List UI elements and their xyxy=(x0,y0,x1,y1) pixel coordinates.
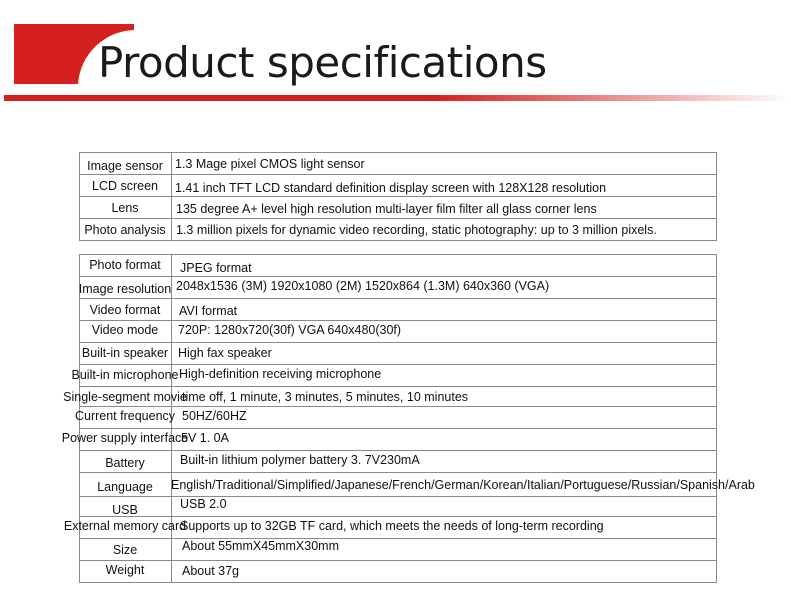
page-title: Product specifications xyxy=(98,38,547,87)
spec-label: Lens xyxy=(111,201,139,215)
spec-value: Built-in lithium polymer battery 3. 7V230mA xyxy=(180,453,420,467)
spec-value: English/Traditional/Simplified/Japanese/French/German/Korean/Italian/Portuguese/Russian/Spanish/Arab xyxy=(171,478,755,492)
spec-value: About 37g xyxy=(182,564,239,578)
spec-value: 5V 1. 0A xyxy=(181,431,229,445)
spec-value: 135 degree A+ level high resolution multi-layer film filter all glass corner lens xyxy=(176,202,597,216)
spec-value: High fax speaker xyxy=(178,346,272,360)
value-cell xyxy=(171,560,717,583)
spec-label: Power supply interface xyxy=(61,431,189,445)
spec-value: About 55mmX45mmX30mm xyxy=(182,539,340,553)
spec-label: Image sensor xyxy=(87,159,163,173)
spec-value: 1.41 inch TFT LCD standard definition display screen with 128X128 resolution xyxy=(175,181,607,195)
spec-label: USB xyxy=(112,503,138,517)
spec-label: Size xyxy=(112,543,138,557)
value-cell xyxy=(171,428,717,451)
spec-label: Battery xyxy=(105,456,145,470)
spec-value: 2048x1536 (3M) 1920x1080 (2M) 1520x864 (1.3M) 640x360 (VGA) xyxy=(176,279,550,293)
spec-value: 1.3 million pixels for dynamic video recording, static photography: up to 3 million pixels. xyxy=(176,223,657,237)
spec-label: Photo analysis xyxy=(84,223,166,237)
spec-value: AVI format xyxy=(179,304,238,318)
value-cell xyxy=(171,406,717,429)
spec-label: Video mode xyxy=(91,323,159,337)
spec-label: Video format xyxy=(89,303,161,317)
spec-label: Photo format xyxy=(89,258,161,272)
spec-label: Image resolution xyxy=(78,282,172,296)
spec-label: Single-segment movie xyxy=(63,390,187,404)
spec-label: Built-in microphone xyxy=(71,368,179,382)
spec-value: Supports up to 32GB TF card, which meets the needs of long-term recording xyxy=(180,519,604,533)
spec-value: 720P: 1280x720(30f) VGA 640x480(30f) xyxy=(178,323,402,337)
spec-value: time off, 1 minute, 3 minutes, 5 minutes, 10 minutes xyxy=(182,390,469,404)
spec-value: USB 2.0 xyxy=(180,497,227,511)
value-cell xyxy=(171,298,717,321)
header-divider xyxy=(4,95,788,101)
spec-label: Current frequency xyxy=(74,409,176,423)
spec-label: Language xyxy=(97,480,153,494)
value-cell xyxy=(171,254,717,277)
spec-value: 50HZ/60HZ xyxy=(182,409,247,423)
spec-label: External memory card xyxy=(63,519,187,533)
spec-label: Weight xyxy=(105,563,145,577)
spec-value: 1.3 Mage pixel CMOS light sensor xyxy=(175,157,365,171)
spec-value: High-definition receiving microphone xyxy=(179,367,382,381)
spec-label: LCD screen xyxy=(92,179,158,193)
value-cell xyxy=(171,496,717,517)
spec-label: Built-in speaker xyxy=(81,346,169,360)
spec-value: JPEG format xyxy=(180,261,252,275)
